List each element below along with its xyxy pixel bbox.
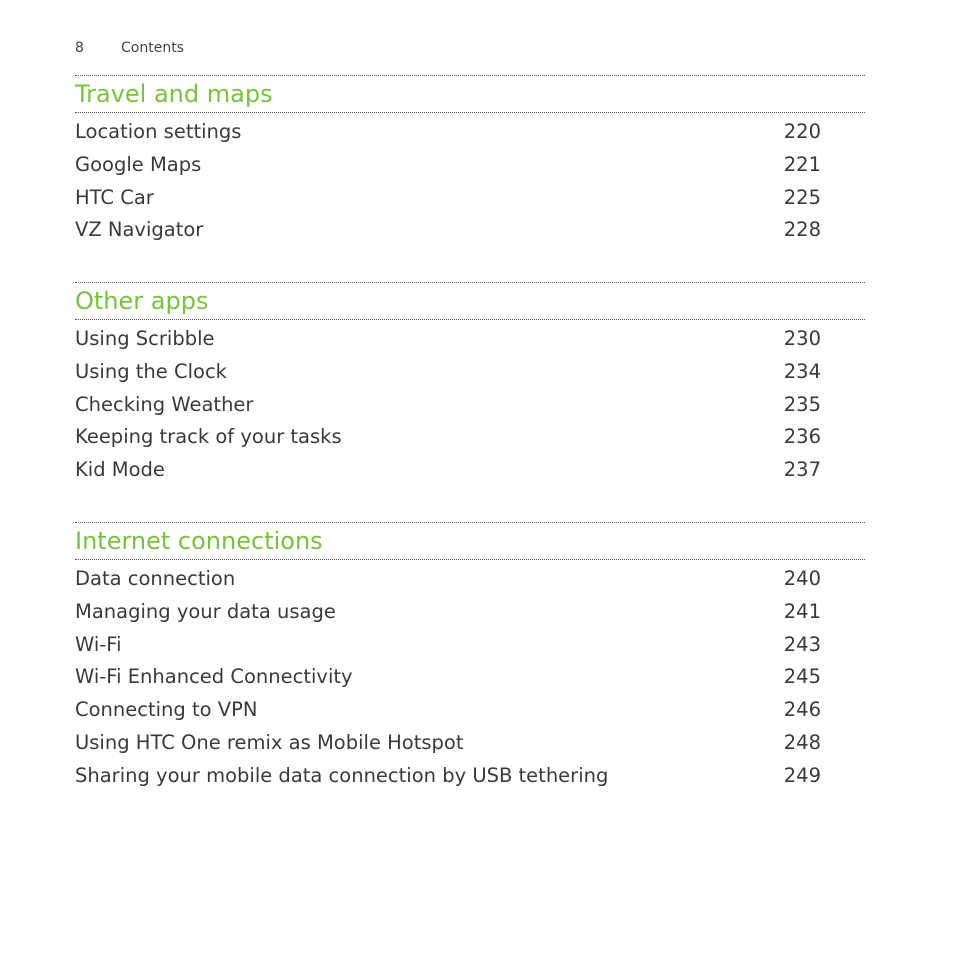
toc-entries	[75, 320, 865, 487]
toc-entry-label: Wi-Fi	[75, 632, 122, 656]
toc-entry[interactable]	[75, 760, 821, 793]
toc-entry[interactable]	[75, 727, 821, 760]
page-header	[75, 40, 184, 56]
toc-entry-label: Managing your data usage	[75, 599, 336, 623]
toc-entry-label: Location settings	[75, 120, 242, 143]
toc-entry-page: 235	[783, 392, 821, 416]
toc-entry[interactable]	[75, 629, 821, 662]
toc-entry-page: 248	[783, 730, 821, 754]
toc-section-travel-and-maps	[75, 75, 865, 247]
toc-entry-label: Sharing your mobile data connection by USB tethering	[75, 763, 609, 787]
toc-entry-label: Using HTC One remix as Mobile Hotspot	[75, 730, 464, 754]
toc-entry-label: HTC Car	[75, 185, 154, 209]
toc-entry-label: Wi-Fi Enhanced Connectivity	[75, 665, 353, 689]
toc-entry[interactable]	[75, 182, 821, 215]
toc-entry[interactable]	[75, 563, 821, 596]
section-title[interactable]: Other apps	[75, 287, 209, 315]
toc-entry-page: 246	[783, 698, 821, 722]
toc-entries	[75, 560, 865, 793]
toc-entry[interactable]	[75, 116, 821, 149]
toc-entry[interactable]	[75, 694, 821, 727]
toc-entry-page: 249	[783, 763, 821, 787]
toc-entry-page: 228	[783, 218, 821, 242]
toc-entry[interactable]	[75, 596, 821, 629]
toc-entry-label: Google Maps	[75, 152, 202, 176]
toc-entry-page: 241	[783, 599, 821, 623]
toc-entry[interactable]	[75, 454, 821, 487]
toc-entry-page: 243	[783, 632, 821, 656]
toc-entry-page: 237	[783, 458, 821, 482]
section-title[interactable]: Travel and maps	[75, 80, 273, 108]
page-number: 8	[75, 40, 84, 56]
toc-entry-label: Kid Mode	[75, 458, 165, 482]
toc-entry-page: 230	[783, 327, 821, 350]
toc-entry[interactable]	[75, 214, 821, 247]
toc-entry-label: Data connection	[75, 567, 236, 590]
toc-entry-page: 245	[783, 665, 821, 689]
toc-section-internet-connections	[75, 522, 865, 793]
toc-entry[interactable]	[75, 661, 821, 694]
toc-entry-page: 220	[783, 120, 821, 143]
toc-entry-label: Checking Weather	[75, 392, 254, 416]
toc-entry[interactable]	[75, 421, 821, 454]
section-title[interactable]: Internet connections	[75, 527, 323, 555]
toc-entry[interactable]	[75, 149, 821, 182]
toc-entry-page: 221	[783, 152, 821, 176]
toc-entry-page: 240	[783, 567, 821, 590]
toc-entry-label: Using the Clock	[75, 359, 227, 383]
toc-entry-page: 236	[783, 425, 821, 449]
running-title: Contents	[121, 40, 184, 56]
toc-entry-label: VZ Navigator	[75, 218, 204, 242]
toc-entry[interactable]	[75, 323, 821, 356]
toc-entries	[75, 113, 865, 247]
toc-entry-label: Connecting to VPN	[75, 698, 258, 722]
toc-entry-label: Using Scribble	[75, 327, 215, 350]
toc-entry[interactable]	[75, 356, 821, 389]
toc-section-other-apps	[75, 282, 865, 487]
toc-entry-label: Keeping track of your tasks	[75, 425, 342, 449]
toc-entry-page: 225	[783, 185, 821, 209]
toc-entry-page: 234	[783, 359, 821, 383]
toc-entry[interactable]	[75, 389, 821, 422]
